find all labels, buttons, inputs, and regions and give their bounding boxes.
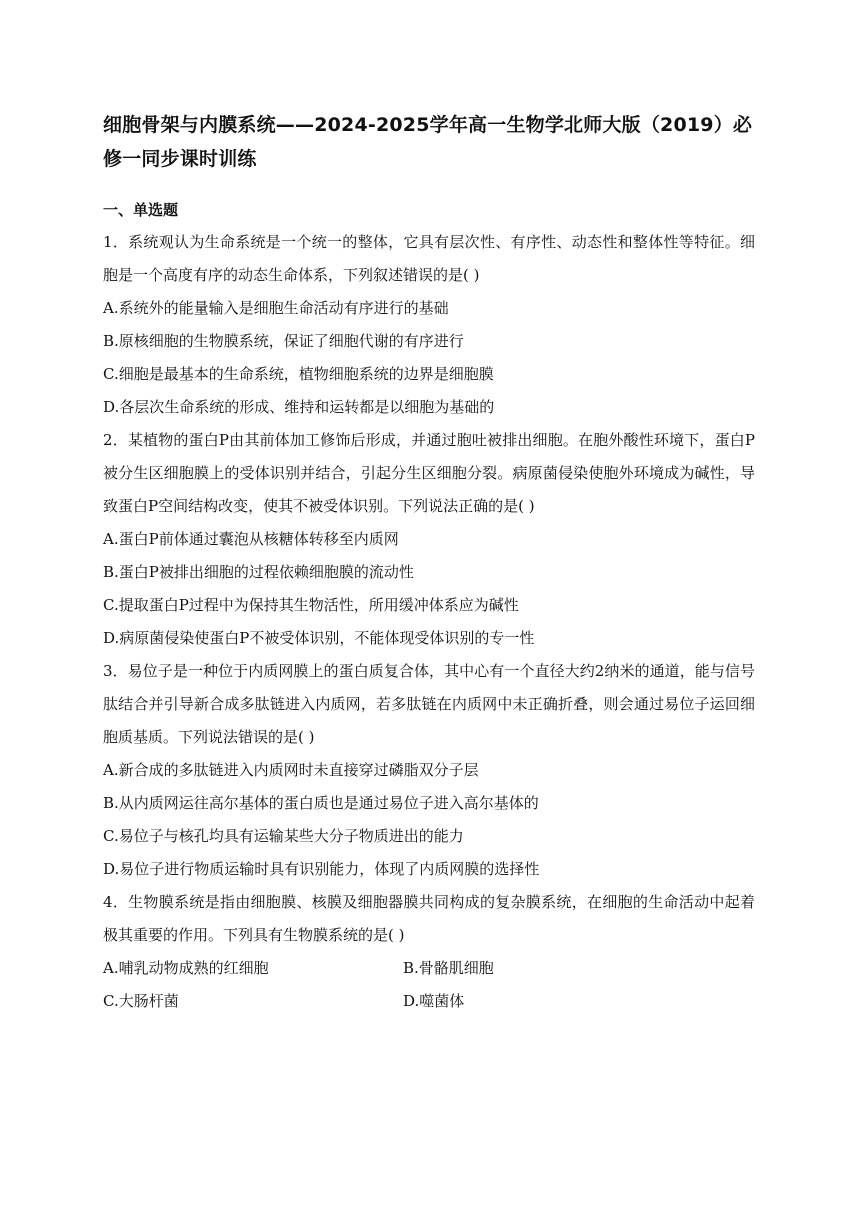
worksheet-title: 细胞骨架与内膜系统——2024-2025学年高一生物学北师大版（2019）必修一同步课时训练 [103, 114, 753, 170]
option-b: B.原核细胞的生物膜系统，保证了细胞代谢的有序进行 [103, 332, 464, 350]
option-b: B.从内质网运往高尔基体的蛋白质也是通过易位子进入高尔基体的 [103, 794, 539, 812]
question-3 [103, 655, 755, 886]
option-c: C.大肠杆菌 [103, 992, 179, 1010]
question-2 [103, 424, 755, 655]
option-b: B.蛋白P被排出细胞的过程依赖细胞膜的流动性 [103, 563, 414, 581]
option-row [103, 952, 755, 985]
question-stem: 2．某植物的蛋白P由其前体加工修饰后形成，并通过胞吐被排出细胞。在胞外酸性环境下，蛋白P被分生区细胞膜上的受体识别并结合，引起分生区细胞分裂。病原菌侵染使胞外环境成为碱性，导致蛋白P空间结构改变，使其不被受体识别。下列说法正确的是( ) [103, 431, 755, 515]
question-stem: 1．系统观认为生命系统是一个统一的整体，它具有层次性、有序性、动态性和整体性等特征。细胞是一个高度有序的动态生命体系，下列叙述错误的是( ) [103, 233, 755, 284]
option-d: D.噬菌体 [403, 992, 465, 1010]
question-4 [103, 886, 755, 1018]
section-heading: 一、单选题 [103, 201, 179, 219]
option-d: D.各层次生命系统的形成、维持和运转都是以细胞为基础的 [103, 398, 495, 416]
option-c: C.细胞是最基本的生命系统，植物细胞系统的边界是细胞膜 [103, 365, 494, 383]
option-a: A.哺乳动物成熟的红细胞 [103, 959, 269, 977]
option-a: A.系统外的能量输入是细胞生命活动有序进行的基础 [103, 299, 449, 317]
option-c: C.提取蛋白P过程中为保持其生物活性，所用缓冲体系应为碱性 [103, 596, 519, 614]
worksheet-page [103, 108, 755, 1018]
question-stem: 4．生物膜系统是指由细胞膜、核膜及细胞器膜共同构成的复杂膜系统，在细胞的生命活动中起着极其重要的作用。下列具有生物膜系统的是( ) [103, 893, 755, 944]
option-c: C.易位子与核孔均具有运输某些大分子物质进出的能力 [103, 827, 464, 845]
option-a: A.新合成的多肽链进入内质网时未直接穿过磷脂双分子层 [103, 761, 479, 779]
option-d: D.病原菌侵染使蛋白P不被受体识别，不能体现受体识别的专一性 [103, 629, 535, 647]
option-a: A.蛋白P前体通过囊泡从核糖体转移至内质网 [103, 530, 399, 548]
question-stem: 3．易位子是一种位于内质网膜上的蛋白质复合体，其中心有一个直径大约2纳米的通道，能与信号肽结合并引导新合成多肽链进入内质网，若多肽链在内质网中未正确折叠，则会通过易位子运回细胞质基质。下列说法错误的是( ) [103, 662, 755, 746]
option-row [103, 985, 755, 1018]
option-d: D.易位子进行物质运输时具有识别能力，体现了内质网膜的选择性 [103, 860, 540, 878]
option-b: B.骨骼肌细胞 [403, 959, 494, 977]
question-1 [103, 226, 755, 424]
